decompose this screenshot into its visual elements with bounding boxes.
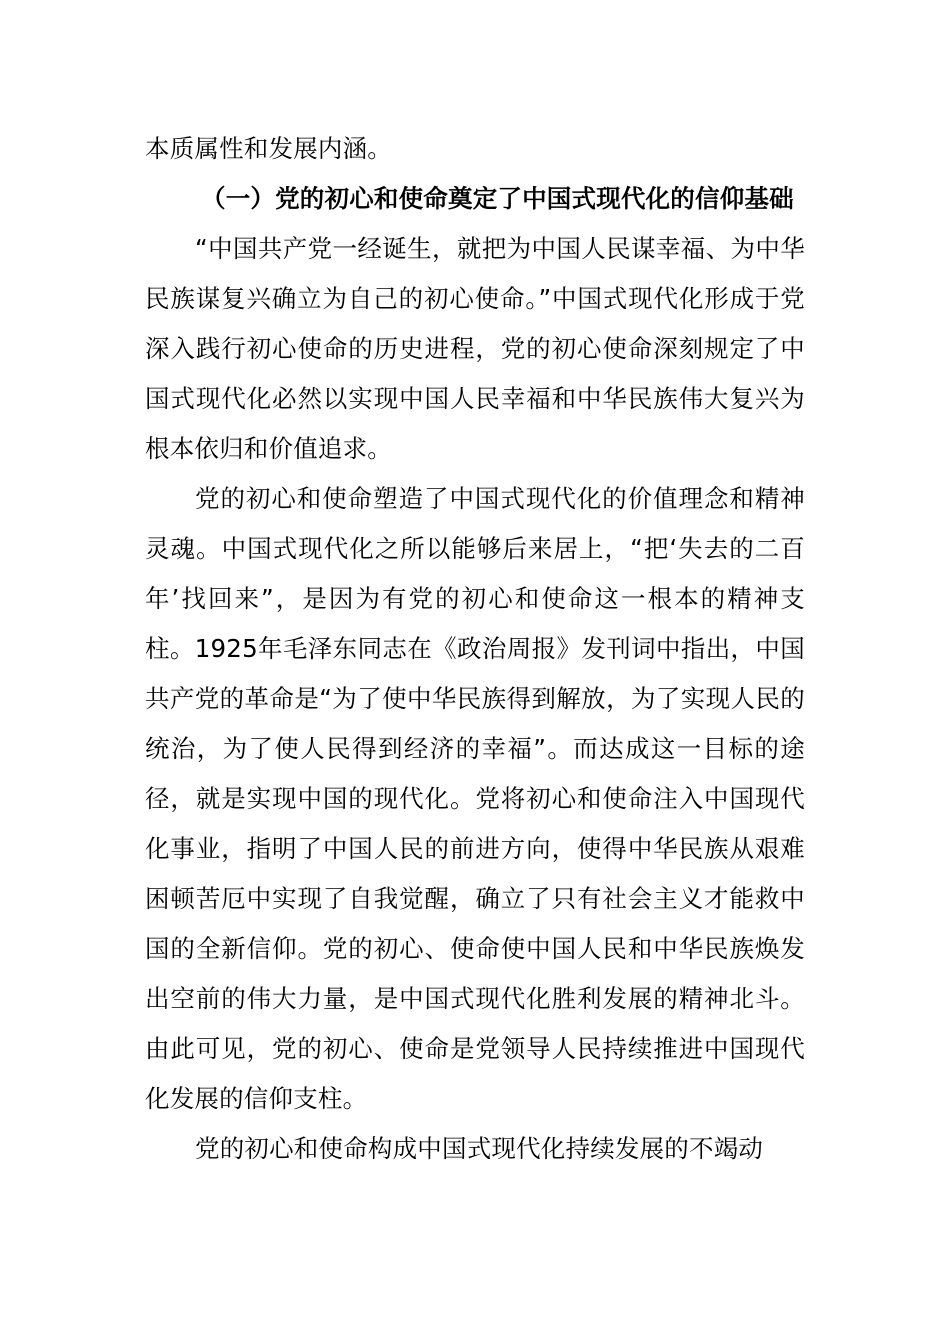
document-body: [145, 124, 805, 1174]
paragraph-continuation: 本质属性和发展内涵。: [145, 134, 392, 163]
paragraph: 党的初心和使命构成中国式现代化持续发展的不竭动: [195, 1134, 764, 1163]
section-heading: （一）党的初心和使命奠定了中国式现代化的信仰基础: [201, 184, 794, 213]
paragraph: “中国共产党一经诞生，就把为中国人民谋幸福、为中华民族谋复兴确立为自己的初心使命。”中国式现代化形成于党深入践行初心使命的历史进程，党的初心使命深刻规定了中国式现代化必然以实现中国人民幸福和中华民族伟大复兴为根本依归和价值追求。: [145, 234, 805, 463]
paragraph: 党的初心和使命塑造了中国式现代化的价值理念和精神灵魂。中国式现代化之所以能够后来居上，“把‘失去的二百年’找回来”，是因为有党的初心和使命这一根本的精神支柱。1925年毛泽东同志在《政治周报》发刊词中指出，中国共产党的革命是“为了使中华民族得到解放，为了实现人民的统治，为了使人民得到经济的幸福”。而达成这一目标的途径，就是实现中国的现代化。党将初心和使命注入中国现代化事业，指明了中国人民的前进方向，使得中华民族从艰难困顿苦厄中实现了自我觉醒，确立了只有社会主义才能救中国的全新信仰。党的初心、使命使中国人民和中华民族焕发出空前的伟大力量，是中国式现代化胜利发展的精神北斗。由此可见，党的初心、使命是党领导人民持续推进中国现代化发展的信仰支柱。: [145, 484, 805, 1113]
